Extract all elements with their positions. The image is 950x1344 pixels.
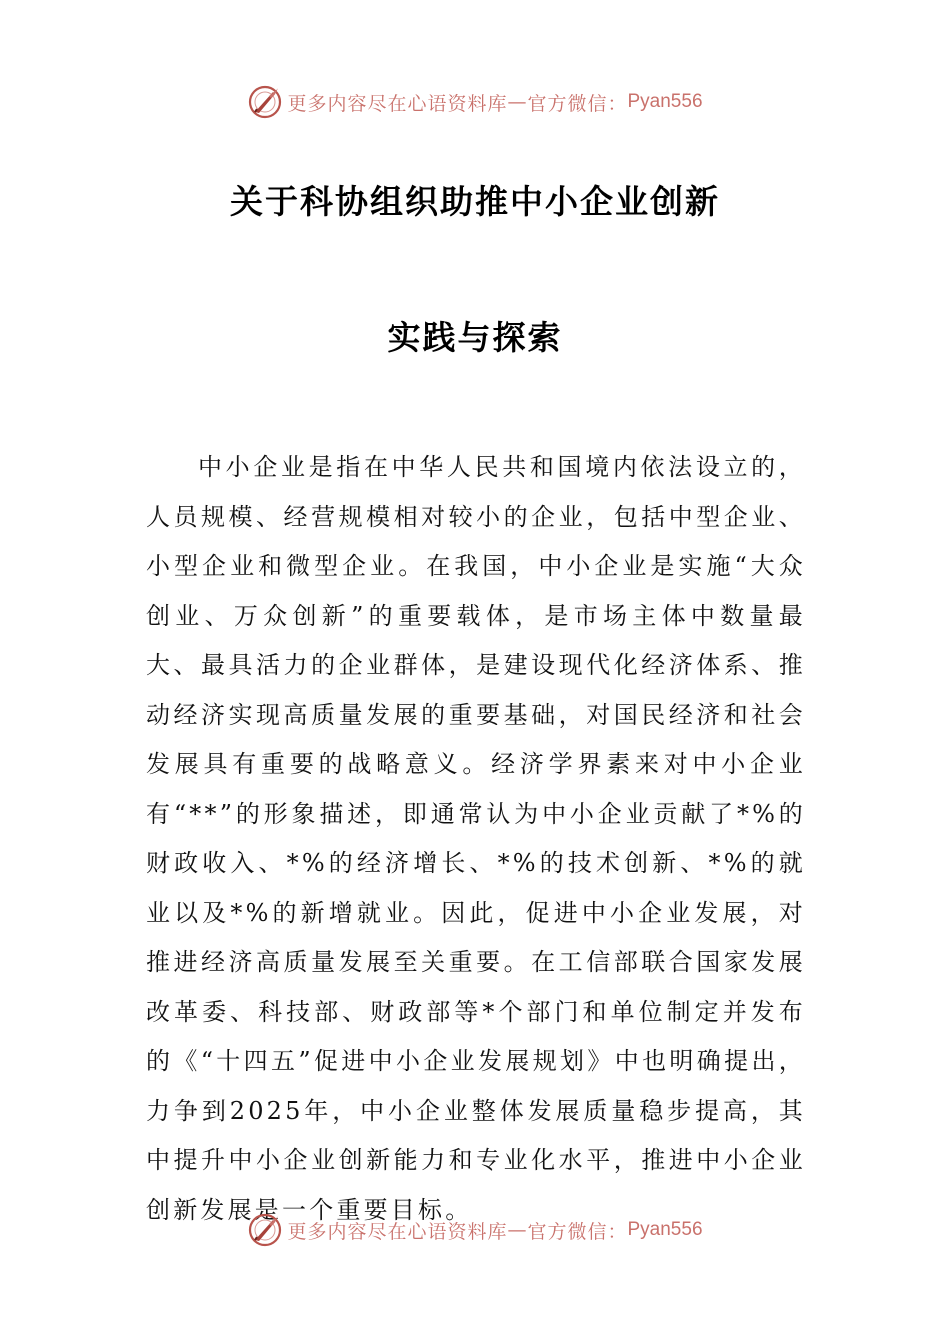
watermark-separator: — xyxy=(507,91,528,113)
watermark-text: 更多内容尽在心语资料库 xyxy=(287,92,508,115)
watermark-separator: — xyxy=(507,1219,528,1241)
watermark-wechat-label: 官方微信： xyxy=(527,92,628,115)
header-watermark xyxy=(0,80,950,124)
document-title-line-2: 实践与探索 xyxy=(387,318,563,357)
watermark-text: 更多内容尽在心语资料库 xyxy=(287,1220,508,1243)
document-title-line-1: 关于科协组织助推中小企业创新 xyxy=(230,182,720,221)
quill-pen-icon xyxy=(247,1212,283,1248)
watermark-wechat-id: Pyan556 xyxy=(627,1219,703,1240)
quill-pen-icon xyxy=(247,84,283,120)
watermark-wechat-id: Pyan556 xyxy=(627,91,703,112)
footer-watermark xyxy=(0,1208,950,1252)
body-paragraph: 中小企业是指在中华人民共和国境内依法设立的，人员规模、经营规模相对较小的企业，包括中型企业、小型企业和微型企业。在我国，中小企业是实施“大众创业、万众创新”的重要载体，是市场主体中数量最大、最具活力的企业群体，是建设现代化经济体系、推动经济实现高质量发展的重要基础，对国民经济和社会发展具有重要的战略意义。经济学界素来对中小企业有“**”的形象描述，即通常认为中小企业贡献了*%的财政收入、*%的经济增长、*%的技术创新、*%的就业以及*%的新增就业。因此，促进中小企业发展，对推进经济高质量发展至关重要。在工信部联合国家发展改革委、科技部、财政部等*个部门和单位制定并发布的《“十四五”促进中小企业发展规划》中也明确提出，力争到2025年，中小企业整体发展质量稳步提高，其中提升中小企业创新能力和专业化水平，推进中小企业创新发展是一个重要目标。 xyxy=(146,453,806,1224)
watermark-wechat-label: 官方微信： xyxy=(527,1220,628,1243)
